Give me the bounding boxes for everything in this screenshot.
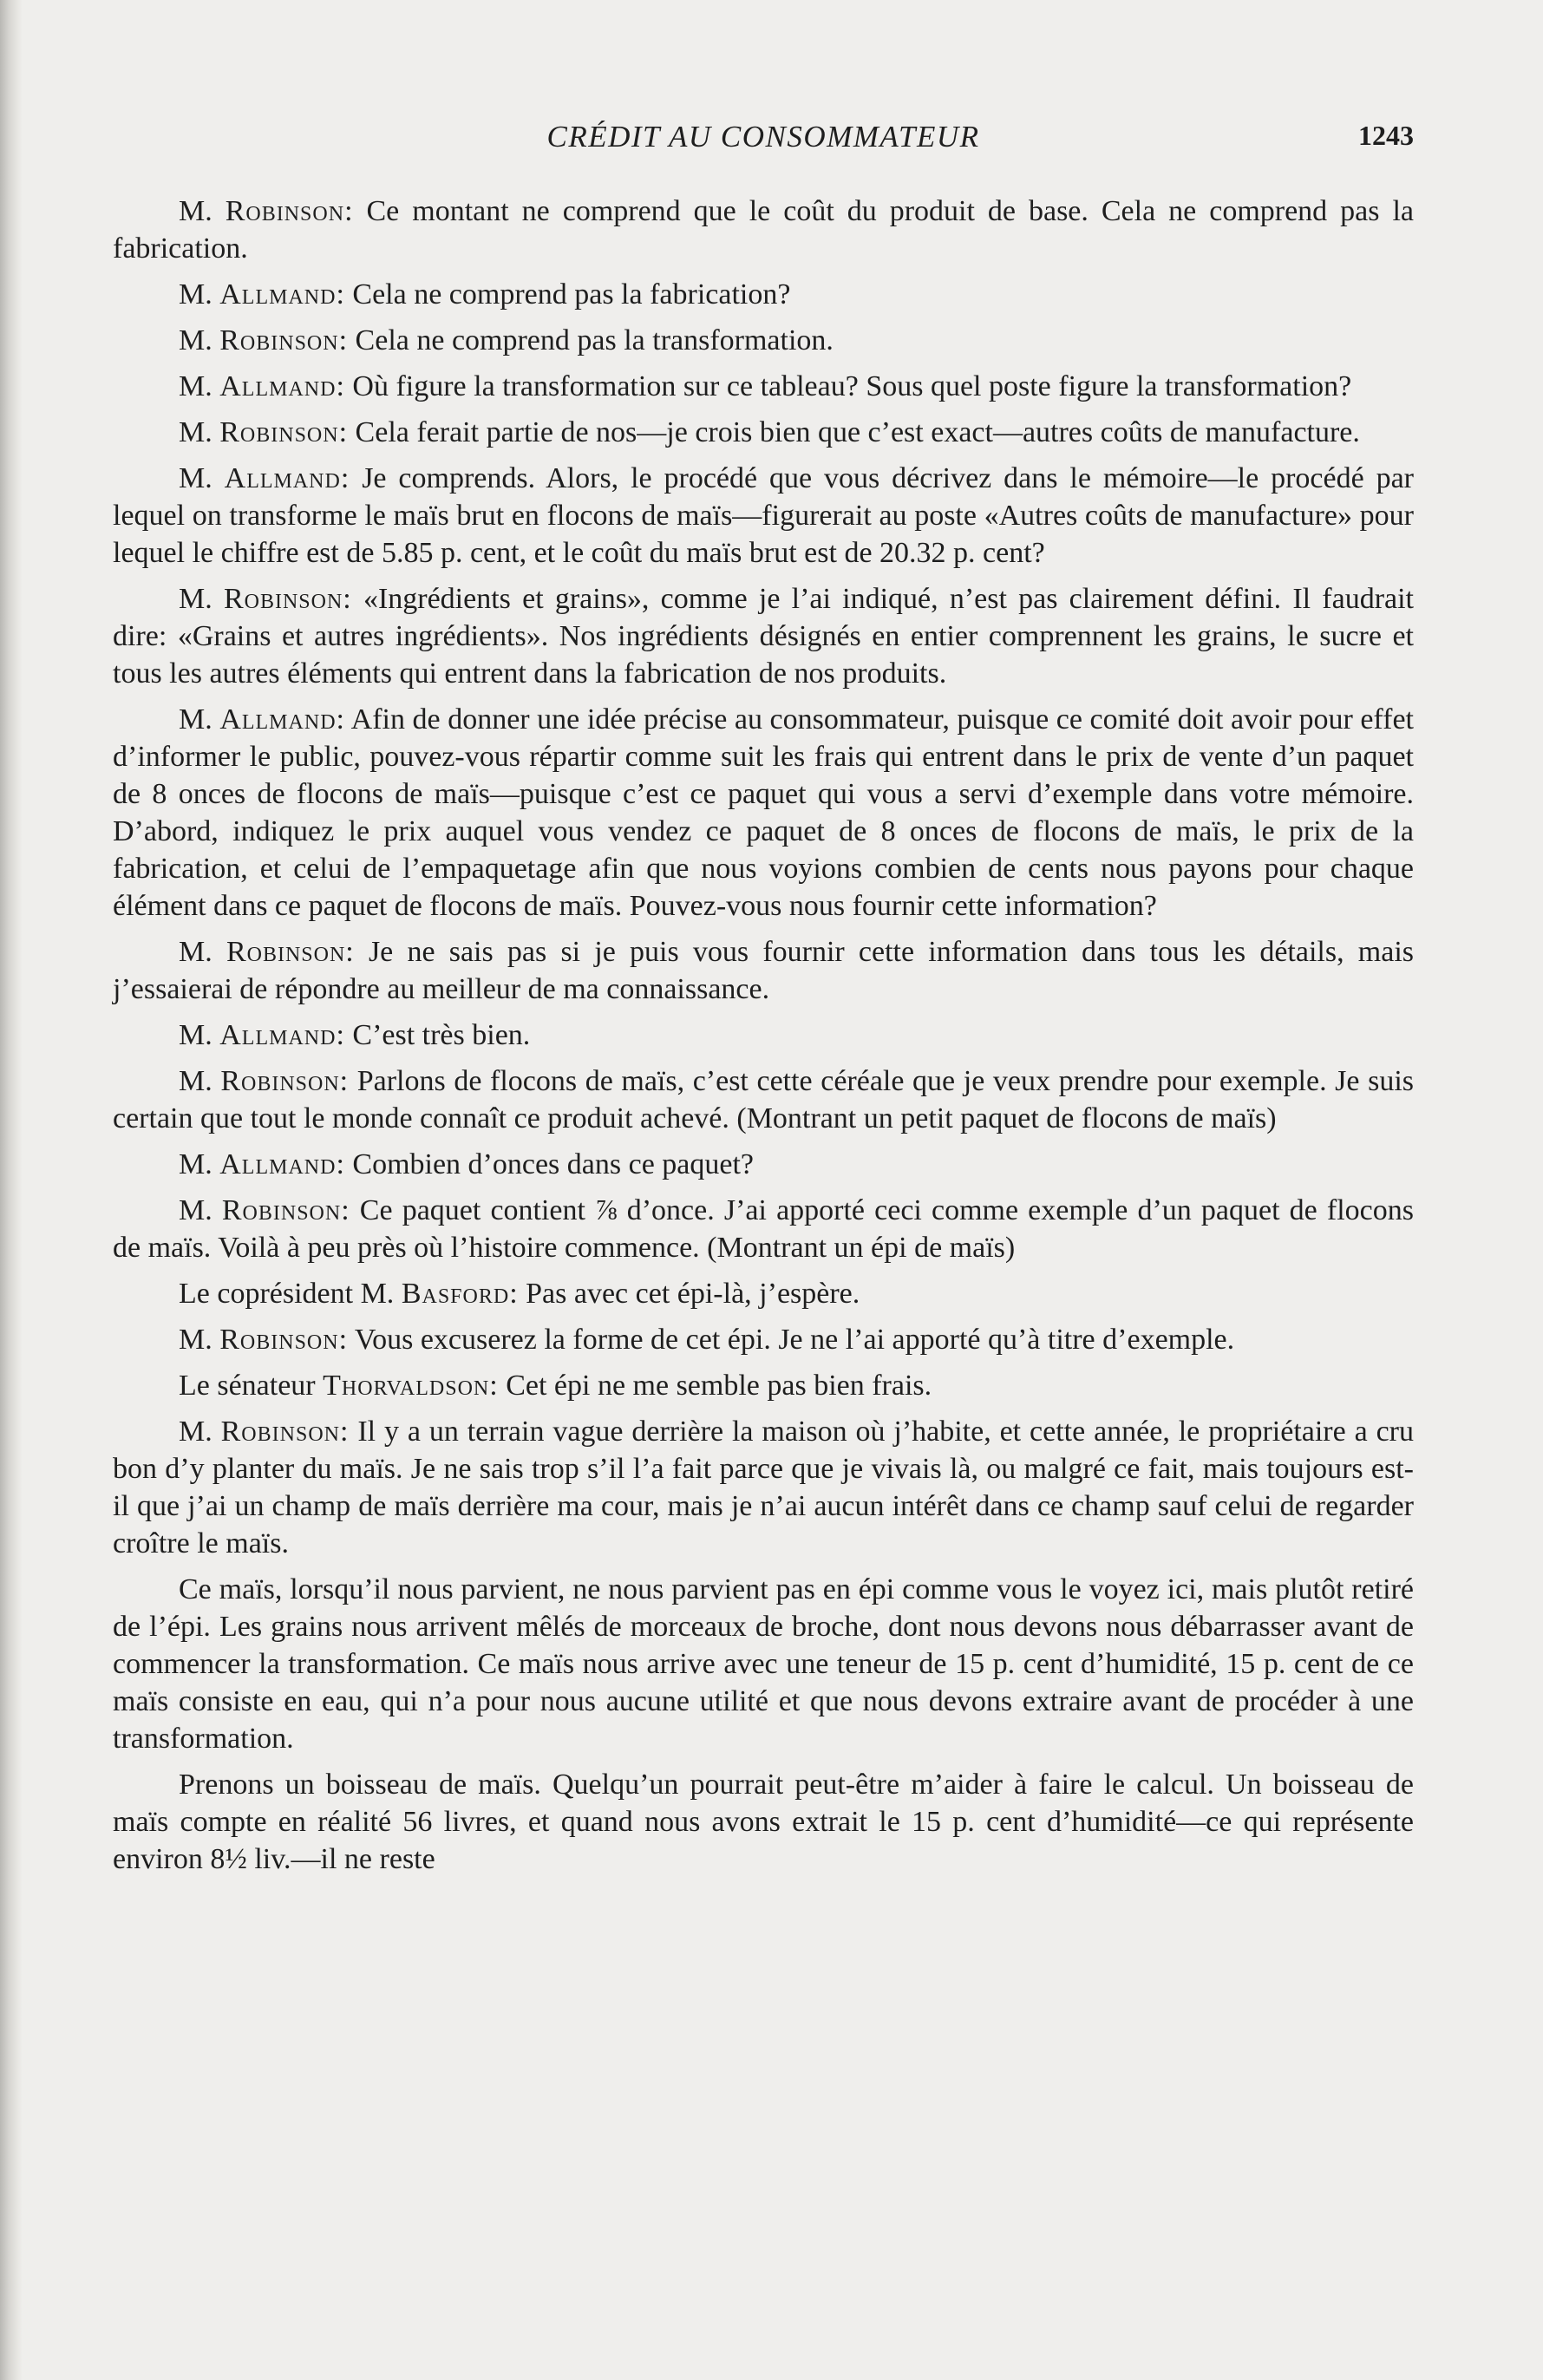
paragraph [113,1571,1414,1757]
paragraph [113,580,1414,692]
paragraph-text: Cela ne comprend pas la fabrication? [344,278,791,311]
paragraph [113,414,1414,451]
paragraph-text: Afin de donner une idée précise au consommateur, puisque ce comité doit avoir pour effet d’informer le public, pouvez-vous répartir comme suit les frais qui entrent dans le prix de vente d’un paquet de 8 onces de flocons de maïs—puisque c’est ce paquet qui vous a servi d’exemple dans votre mémoire. D’abord, indiquez le prix auquel vous vendez ce paquet de 8 onces de flocons de maïs, le prix de la fabrication, et celui de l’empaquetage afin que nous voyions combien de cents nous payons pour chaque élément dans ce paquet de flocons de maïs. Pouvez-vous nous fournir cette information? [113,703,1415,922]
speaker-name: Robinson: [221,1194,350,1226]
speaker-title: M. [179,324,220,356]
paragraph [113,1413,1414,1562]
speaker-name: Robinson: [219,324,349,356]
paragraph-text: Combien d’onces dans ce paquet? [344,1148,755,1180]
paragraph [113,1275,1414,1312]
speaker-name: Robinson: [226,936,355,968]
paragraph-text: Ce paquet contient ⅞ d’once. J’ai apporté ceci comme exemple d’un paquet de flocons de maïs. Voilà à peu près où l’histoire commence. (Montrant un épi de maïs) [113,1194,1414,1264]
speaker-name: Allmand: [219,1019,345,1051]
paragraph [113,1321,1414,1358]
paragraph-text: Je comprends. Alors, le procédé que vous décrivez dans le mémoire—le procédé par lequel on transforme le maïs brut en flocons de maïs—figurerait au poste «Autres coûts de manufacture» pour lequel le chiffre est de 5.85 p. cent, et le coût du maïs brut est de 20.32 p. cent? [113,462,1415,569]
speaker-name: Robinson: [223,583,352,615]
speaker-title: M. [179,936,226,968]
paragraph [113,193,1414,267]
paragraph-text: Cet épi ne me semble pas bien frais. [498,1370,932,1402]
paragraph [113,322,1414,359]
speaker-name: Allmand: [219,370,345,402]
speaker-title: Le sénateur [179,1370,324,1402]
paragraph-text: Cela ferait partie de nos—je crois bien que c’est exact—autres coûts de manufacture. [348,416,1360,448]
speaker-name: Allmand: [219,703,345,736]
speaker-name: Robinson: [219,1324,349,1356]
paragraph-text: Vous excuserez la forme de cet épi. Je ne l’ai apporté qu’à titre d’exemple. [348,1324,1235,1356]
paragraph-text: Cela ne comprend pas la transformation. [348,324,834,356]
speaker-title: M. [179,1324,220,1356]
speaker-title: M. [179,370,220,402]
paragraph [113,276,1414,313]
paragraph [113,701,1414,925]
running-title: CRÉDIT AU CONSOMMATEUR [546,120,980,154]
speaker-name: Allmand: [219,278,345,311]
speaker-name: Robinson: [225,195,354,227]
paragraph-text: Ce montant ne comprend que le coût du produit de base. Cela ne comprend pas la fabrication. [113,195,1414,265]
paragraph-text: C’est très bien. [344,1019,531,1051]
speaker-title: M. [179,416,220,448]
paragraph [113,1017,1414,1054]
speaker-title: M. [179,195,226,227]
page-header [113,120,1414,163]
paragraph-text: «Ingrédients et grains», comme je l’ai indiqué, n’est pas clairement défini. Il faudrait dire: «Grains et autres ingrédients». Nos ingrédients désignés en entier comprennent les grains, le sucre et tous les autres éléments qui entrent dans la fabrication de nos produits. [113,583,1415,690]
paragraph [113,1062,1414,1137]
speaker-name: Robinson: [220,1416,350,1448]
paragraph [113,1766,1414,1878]
paragraph-text: Où figure la transformation sur ce tableau? Sous quel poste figure la transformation? [344,370,1352,402]
speaker-title: M. [179,278,220,311]
paragraph-text: Il y a un terrain vague derrière la maison où j’habite, et cette année, le propriétaire a cru bon d’y planter du maïs. Je ne sais trop s’il l’a fait parce que je vivais là, ou malgré ce fait, mais toujours est-il que j’ai un champ de maïs derrière ma cour, mais je n’ai aucun intérêt dans ce champ sauf celui de regarder croître le maïs. [113,1416,1414,1559]
paragraph [113,1192,1414,1266]
paragraph-text: Ce maïs, lorsqu’il nous parvient, ne nous parvient pas en épi comme vous le voyez ici, mais plutôt retiré de l’épi. Les grains nous arrivent mêlés de morceaux de broche, dont nous devons nous débarrasser avant de commencer la transformation. Ce maïs nous arrive avec une teneur de 15 p. cent d’humidité, 15 p. cent de ce maïs consiste en eau, qui n’a pour nous aucune utilité et que nous devons extraire avant de procéder à une transformation. [113,1573,1414,1755]
speaker-title: M. [179,462,225,494]
speaker-name: Robinson: [220,1065,350,1097]
speaker-title: M. [179,1148,220,1180]
paragraph-text: Parlons de flocons de maïs, c’est cette céréale que je veux prendre pour exemple. Je suis certain que tout le monde connaît ce produit achevé. (Montrant un petit paquet de flocons de maïs) [113,1065,1414,1134]
speaker-title: M. [179,1019,220,1051]
paragraph-text: Pas avec cet épi-là, j’espère. [518,1278,860,1310]
speaker-title: M. [179,583,224,615]
speaker-name: Basford: [401,1278,519,1310]
paragraph [113,1146,1414,1183]
paragraph-text: Prenons un boisseau de maïs. Quelqu’un pourrait peut-être m’aider à faire le calcul. Un boisseau de maïs compte en réalité 56 livres, et quand nous avons extrait le 15 p. cent d’humidité—ce qui représente environ 8½ liv.—il ne reste [113,1769,1414,1875]
body-text [113,193,1414,1886]
paragraph [113,368,1414,405]
paragraph [113,1367,1414,1404]
speaker-title: Le coprésident M. [179,1278,402,1310]
speaker-name: Robinson: [219,416,349,448]
page-number: 1243 [1358,120,1414,151]
speaker-title: M. [179,1065,221,1097]
speaker-name: Allmand: [224,462,350,494]
paragraph [113,460,1414,572]
paragraph [113,933,1414,1008]
speaker-title: M. [179,1416,221,1448]
speaker-name: Allmand: [219,1148,345,1180]
speaker-title: M. [179,1194,222,1226]
paragraph-text: Je ne sais pas si je puis vous fournir cette information dans tous les détails, mais j’essaierai de répondre au meilleur de ma connaissance. [113,936,1415,1005]
speaker-title: M. [179,703,220,736]
page-edge-shadow [0,0,23,2380]
speaker-name: Thorvaldson: [323,1370,499,1402]
